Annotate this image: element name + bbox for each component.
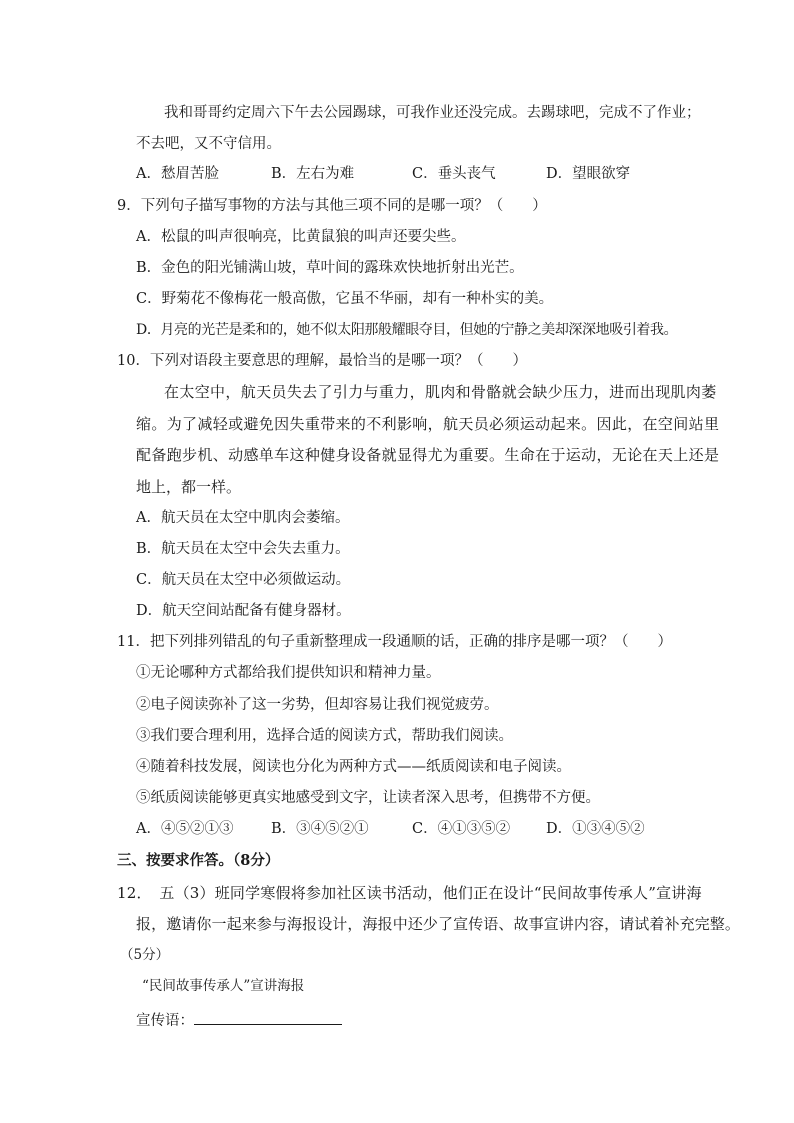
q8-option-d: D．望眼欲穿 [546, 166, 631, 182]
q11-sentence-2: ②电子阅读弥补了这一劣势，但却容易让我们视觉疲劳。 [136, 697, 499, 713]
q9-option-d: D．月亮的光芒是柔和的，她不似太阳那般耀眼夺目，但她的宁静之美却深深地吸引着我。 [136, 322, 678, 338]
q8-option-c: C．垂头丧气 [412, 166, 496, 182]
q8-option-b: B．左右为难 [271, 166, 355, 182]
q8-passage-line-1: 我和哥哥约定周六下午去公园踢球，可我作业还没完成。去踢球吧，完成不了作业； [164, 105, 701, 121]
q10-stem: 10．下列对语段主要意思的理解，最恰当的是哪一项？（ ） [117, 353, 527, 369]
q12-poster-title: “民间故事传承人”宣讲海报 [142, 978, 305, 994]
q11-sentence-3: ③我们要合理利用，选择合适的阅读方式，帮助我们阅读。 [136, 728, 513, 744]
q10-passage-line-3: 配备跑步机、动感单车这种健身设备就显得尤为重要。生命在于运动，无论在天上还是 [136, 446, 720, 464]
q12-line-2: 报，邀请你一起来参与海报设计，海报中还少了宣传语、故事宣讲内容，请试着补充完整。 [136, 915, 741, 933]
q12-line-3: （5分） [120, 947, 170, 963]
q10-option-b: B．航天员在太空中会失去重力。 [136, 541, 350, 557]
q9-stem: 9．下列句子描写事物的方法与其他三项不同的是哪一项？（ ） [117, 198, 547, 214]
section-3-heading: 三、按要求作答。（8分） [117, 852, 280, 869]
q11-option-a: A．④⑤②①③ [136, 821, 234, 837]
q12-slogan-row [136, 1010, 342, 1031]
q11-option-b: B．③④⑤②① [271, 821, 369, 837]
q11-sentence-1: ①无论哪种方式都给我们提供知识和精神力量。 [136, 665, 441, 681]
q11-option-c: C．④①③⑤② [412, 821, 511, 837]
q10-passage-line-2: 缩。为了减轻或避免因失重带来的不利影响，航天员必须运动起来。因此，在空间站里 [136, 415, 720, 433]
q12-line-1: 12． 五（3）班同学寒假将参加社区读书活动，他们正在设计“民间故事传承人”宣讲海 [117, 884, 702, 902]
q10-option-d: D．航天空间站配备有健身器材。 [136, 603, 351, 619]
q11-sentence-5: ⑤纸质阅读能够更真实地感受到文字，让读者深入思考，但携带不方便。 [136, 790, 600, 806]
q11-sentence-4: ④随着科技发展，阅读也分化为两种方式——纸质阅读和电子阅读。 [136, 759, 571, 775]
q10-passage-line-4: 地上，都一样。 [136, 478, 242, 496]
q9-option-b: B．金色的阳光铺满山坡，草叶间的露珠欢快地折射出光芒。 [136, 260, 524, 276]
q9-option-c: C．野菊花不像梅花一般高傲，它虽不华丽，却有一种朴实的美。 [136, 291, 554, 307]
q9-option-a: A．松鼠的叫声很响亮，比黄鼠狼的叫声还要尖些。 [136, 229, 466, 245]
q12-slogan-label: 宣传语： [136, 1013, 194, 1029]
q11-option-d: D．①③④⑤② [546, 821, 645, 837]
q8-option-a: A．愁眉苦脸 [136, 166, 219, 182]
q10-passage-line-1: 在太空中，航天员失去了引力与重力，肌肉和骨骼就会缺少压力，进而出现肌肉萎 [164, 383, 717, 401]
q10-option-c: C．航天员在太空中必须做运动。 [136, 572, 351, 588]
q10-option-a: A．航天员在太空中肌肉会萎缩。 [136, 510, 350, 526]
q12-slogan-blank[interactable] [194, 1010, 342, 1025]
q8-passage-line-2: 不去吧，又不守信用。 [136, 136, 281, 152]
q11-stem: 11．把下列排列错乱的句子重新整理成一段通顺的话，正确的排序是哪一项？（ ） [117, 634, 672, 650]
